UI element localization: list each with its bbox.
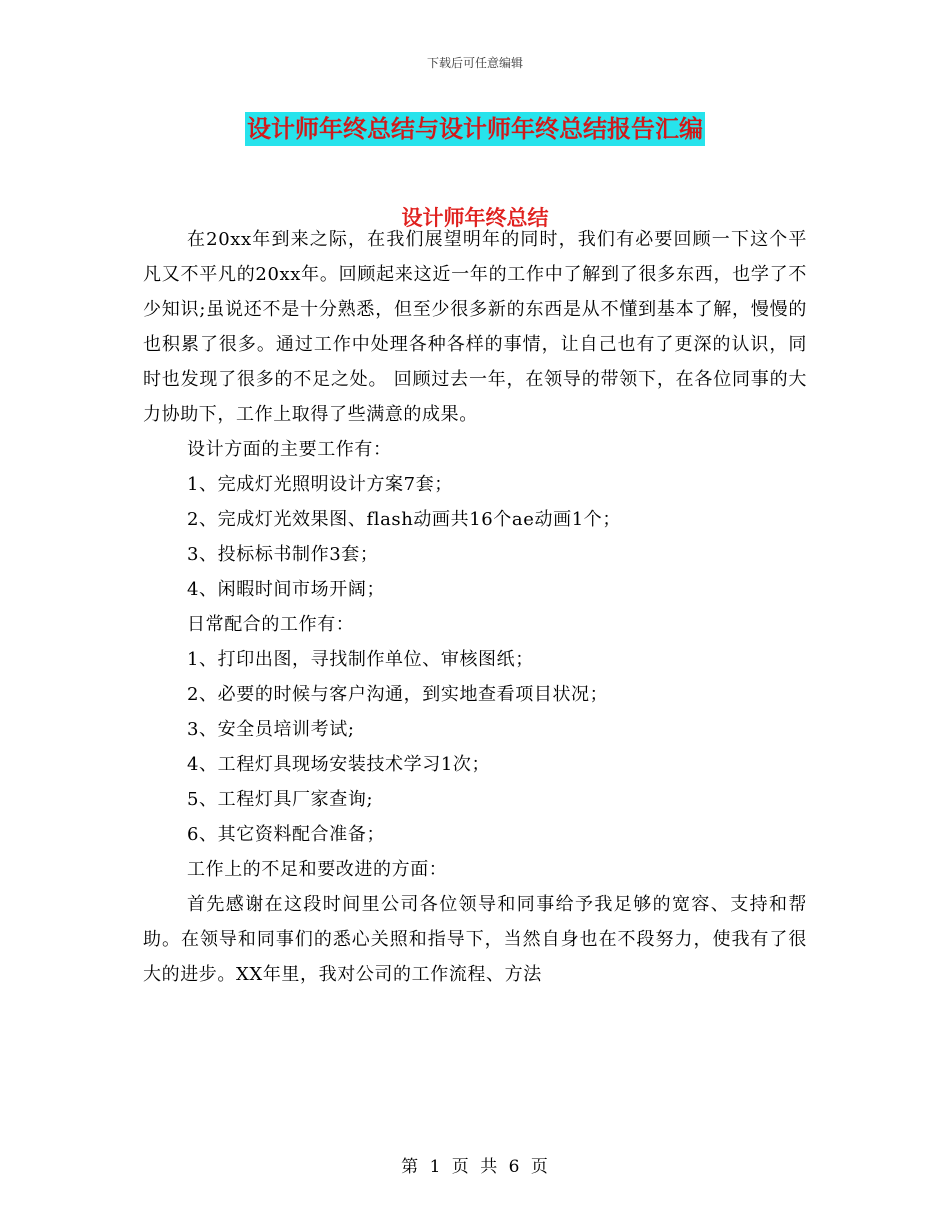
paragraph-intro: 在20xx年到来之际，在我们展望明年的同时，我们有必要回顾一下这个平凡又不平凡的20xx年。回顾起来这近一年的工作中了解到了很多东西，也学了不少知识;虽说还不是十分熟悉，但至少很多新的东西是从不懂到基本了解，慢慢的也积累了很多。通过工作中处理各种各样的事情，让自己也有了更深的认识，同时也发现了很多的不足之处。 回顾过去一年，在领导的带领下，在各位同事的大力协助下，工作上取得了些满意的成果。 (143, 229, 807, 425)
improvement-heading: 工作上的不足和要改进的方面： (187, 859, 448, 880)
page-number-footer: 第 1 页 共 6 页 (401, 1157, 549, 1177)
daily-item: 3、安全员培训考试; (187, 719, 355, 740)
section-title: 设计师年终总结 (401, 206, 549, 230)
daily-item: 1、打印出图，寻找制作单位、审核图纸； (187, 649, 534, 670)
design-work-heading: 设计方面的主要工作有： (187, 439, 392, 460)
design-item: 1、完成灯光照明设计方案7套； (187, 474, 453, 495)
daily-item: 5、工程灯具厂家查询; (187, 789, 374, 810)
document-body (143, 222, 807, 992)
design-item: 3、投标标书制作3套； (187, 544, 379, 565)
daily-item: 6、其它资料配合准备； (187, 824, 386, 845)
design-item: 4、闲暇时间市场开阔； (187, 579, 386, 600)
daily-item: 2、必要的时候与客户沟通，到实地查看项目状况； (187, 684, 609, 705)
paragraph-thanks: 首先感谢在这段时间里公司各位领导和同事给予我足够的宽容、支持和帮助。在领导和同事们的悉心关照和指导下，当然自身也在不段努力，使我有了很大的进步。XX年里，我对公司的工作流程、方法 (143, 894, 807, 985)
design-item: 2、完成灯光效果图、flash动画共16个ae动画1个； (187, 509, 621, 530)
daily-work-heading: 日常配合的工作有： (187, 614, 355, 635)
document-title: 设计师年终总结与设计师年终总结报告汇编 (245, 112, 705, 146)
daily-item: 4、工程灯具现场安装技术学习1次； (187, 754, 491, 775)
page-header-note: 下载后可任意编辑 (426, 56, 523, 70)
document-title-wrapper (0, 112, 950, 146)
